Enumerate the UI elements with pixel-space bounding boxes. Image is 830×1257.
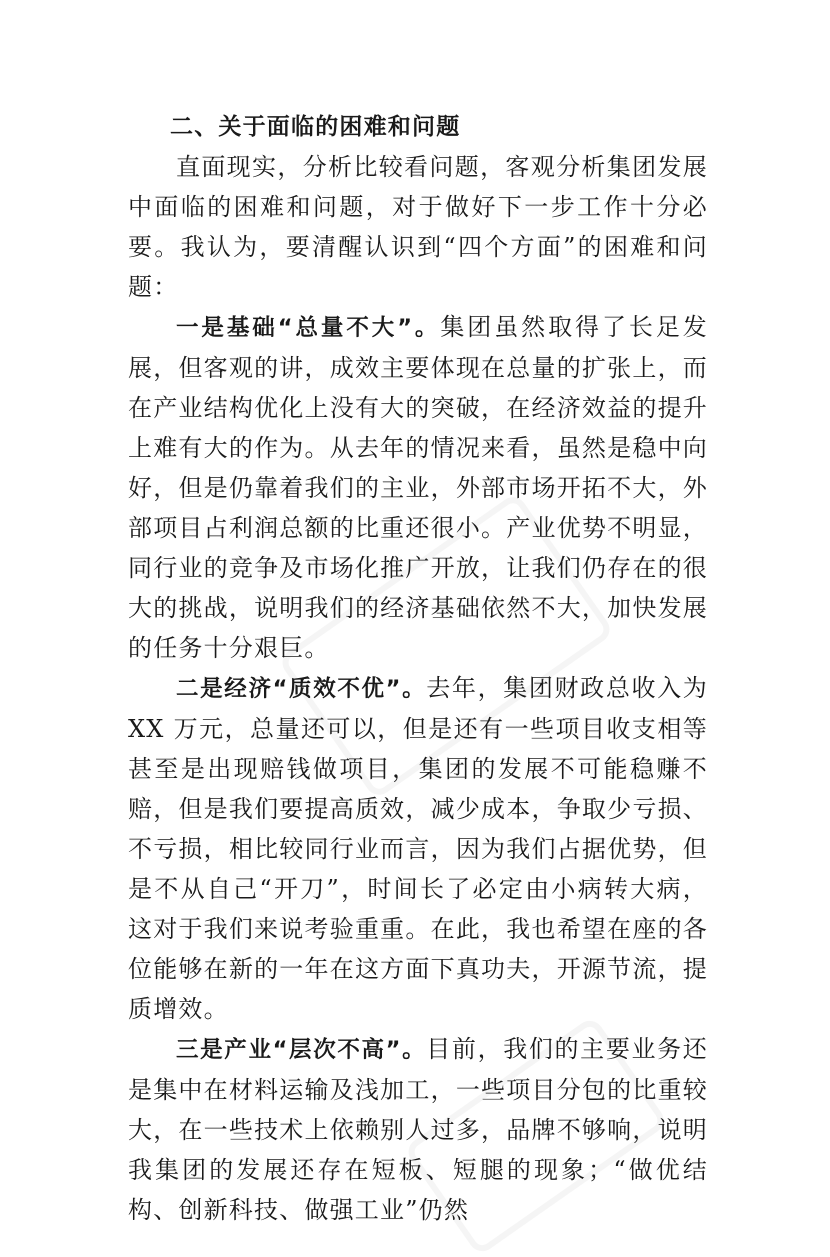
point-lead: 三是产业“层次不高”。	[176, 1037, 427, 1063]
point-paragraph-1	[128, 307, 708, 668]
point-paragraph-3	[128, 1029, 708, 1230]
point-text: 去年，集团财政总收入为 XX 万元，总量还可以，但是还有一些项目收支相等甚至是出现赔钱做项目，集团的发展不可能稳赚不赔，但是我们要提高质效，减少成本，争取少亏损、不亏损，相比较同行业而言，因为我们占据优势，但是不从自己“开刀”，时间长了必定由小病转大病，这对于我们来说考验重重。在此，我也希望在座的各位能够在新的一年在这方面下真功夫，开源节流，提质增效。	[128, 674, 708, 1023]
section-heading: 二、关于面临的困难和问题	[170, 114, 461, 140]
point-text: 目前，我们的主要业务还是集中在材料运输及浅加工，一些项目分包的比重较大，在一些技术上依赖别人过多，品牌不够响，说明我集团的发展还存在短板、短腿的现象；“做优结构、创新科技、做强工业”仍然	[128, 1035, 708, 1224]
intro-paragraph: 直面现实，分析比较看问题，客观分析集团发展中面临的困难和问题，对于做好下一步工作十分必要。我认为，要清醒认识到“四个方面”的困难和问题：	[128, 153, 708, 301]
point-text: 集团虽然取得了长足发展，但客观的讲，成效主要体现在总量的扩张上，而在产业结构优化上没有大的突破，在经济效益的提升上难有大的作为。从去年的情况来看，虽然是稳中向好，但是仍靠着我们的主业，外部市场开拓不大，外部项目占利润总额的比重还很小。产业优势不明显，同行业的竞争及市场化推广开放，让我们仍存在的很大的挑战，说明我们的经济基础依然不大，加快发展的任务十分艰巨。	[128, 313, 708, 662]
point-paragraph-2	[128, 668, 708, 1029]
point-lead: 一是基础“总量不大”。	[176, 315, 441, 341]
point-lead: 二是经济“质效不优”。	[176, 676, 427, 702]
document-body	[128, 107, 708, 1230]
